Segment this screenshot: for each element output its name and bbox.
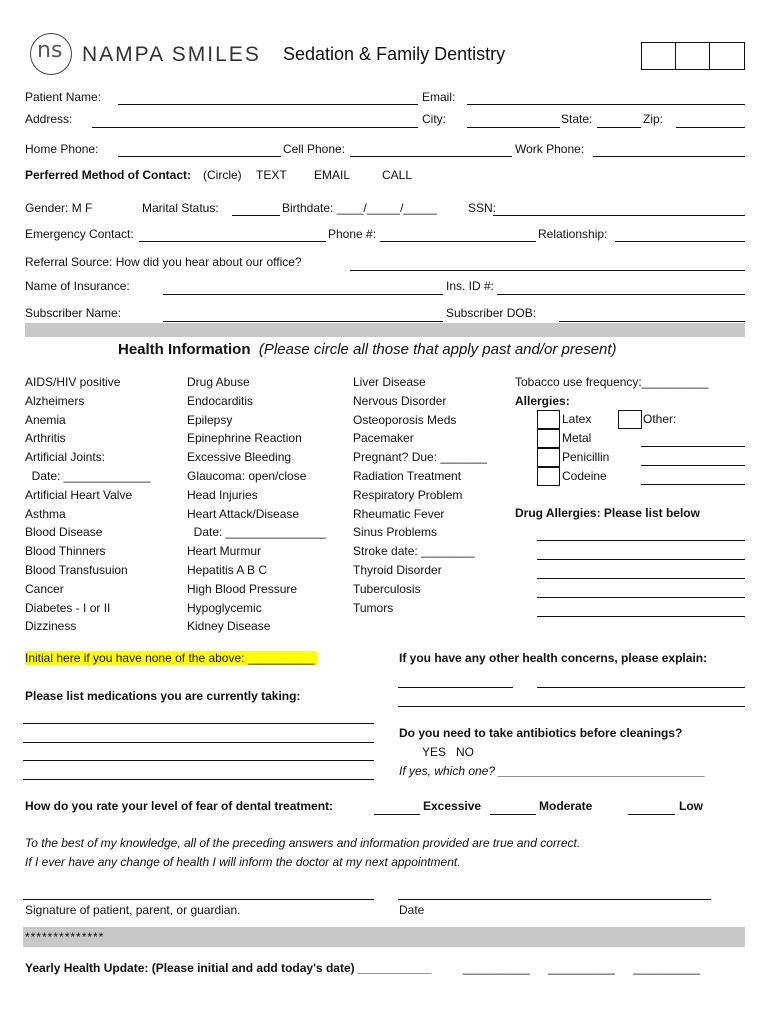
- phone-label: Phone #:: [328, 227, 377, 241]
- condition-item[interactable]: Arthritis: [25, 431, 66, 446]
- condition-item[interactable]: Radiation Treatment: [353, 468, 462, 483]
- office-box-3[interactable]: [709, 42, 745, 70]
- condition-item[interactable]: Pacemaker: [353, 431, 414, 446]
- fear-option-moderate: Moderate: [539, 799, 593, 813]
- address-label: Address:: [25, 112, 73, 126]
- condition-item[interactable]: Epilepsy: [187, 412, 233, 427]
- relationship-field[interactable]: [615, 241, 745, 242]
- other-concerns-label: If you have any other health concerns, please explain:: [399, 651, 708, 665]
- condition-item[interactable]: Endocarditis: [187, 393, 254, 408]
- other-concerns-field-1b[interactable]: [537, 687, 745, 688]
- antibiotics-question: Do you need to take antibiotics before cleanings?: [399, 726, 683, 740]
- condition-item[interactable]: Kidney Disease: [187, 619, 271, 634]
- subscriber-dob-field[interactable]: [559, 321, 745, 322]
- allergy-metal-label: Metal: [562, 431, 592, 445]
- drug-allergy-field-4[interactable]: [537, 597, 745, 598]
- office-box-2[interactable]: [675, 42, 711, 70]
- medication-field-4[interactable]: [23, 779, 374, 780]
- work-phone-field[interactable]: [593, 156, 745, 157]
- gender-label: Gender: M F: [25, 201, 93, 215]
- condition-item[interactable]: Nervous Disorder: [353, 393, 447, 408]
- condition-item[interactable]: High Blood Pressure: [187, 581, 298, 596]
- condition-item[interactable]: Glaucoma: open/close: [187, 468, 307, 483]
- city-label: City:: [422, 112, 446, 126]
- conditions-column-2: [187, 373, 326, 636]
- condition-item[interactable]: Pregnant? Due: _______: [353, 450, 488, 465]
- conditions-column-1: [25, 373, 150, 636]
- fear-question: How do you rate your level of fear of dental treatment:: [25, 799, 334, 813]
- allergy-other-field-1[interactable]: [641, 446, 745, 447]
- tagline: Sedation & Family Dentistry: [283, 44, 506, 64]
- marital-label: Marital Status:: [142, 201, 219, 215]
- condition-item[interactable]: Blood Transfusuion: [25, 562, 128, 577]
- other-concerns-field-2[interactable]: [398, 706, 745, 707]
- zip-field[interactable]: [676, 127, 745, 128]
- allergy-penicillin-label: Penicillin: [562, 450, 610, 464]
- home-phone-label: Home Phone:: [25, 142, 99, 156]
- medication-field-2[interactable]: [23, 742, 374, 743]
- medication-field-1[interactable]: [23, 723, 374, 724]
- health-title: Health Information: [118, 341, 251, 358]
- state-field[interactable]: [597, 127, 641, 128]
- contact-option-text[interactable]: TEXT: [256, 168, 287, 182]
- subscriber-name-field[interactable]: [163, 321, 443, 322]
- condition-item[interactable]: Diabetes - I or II: [25, 600, 111, 615]
- office-box-1[interactable]: [641, 42, 677, 70]
- condition-item[interactable]: Stroke date: ________: [353, 544, 475, 559]
- allergy-other-checkbox[interactable]: [618, 410, 642, 429]
- drug-allergies-label: Drug Allergies: Please list below: [515, 506, 700, 520]
- relationship-label: Relationship:: [538, 227, 608, 241]
- allergy-other-label: Other:: [643, 412, 677, 426]
- fear-low-field[interactable]: [628, 814, 675, 815]
- condition-item[interactable]: Tumors: [353, 600, 394, 615]
- brand-name: NAMPA SMILES: [82, 43, 261, 66]
- other-concerns-field-1a[interactable]: [398, 687, 513, 688]
- contact-circle-note: (Circle): [203, 168, 242, 182]
- condition-item[interactable]: Hepatitis A B C: [187, 562, 268, 577]
- marital-field[interactable]: [232, 215, 280, 216]
- home-phone-field[interactable]: [118, 156, 281, 157]
- cell-phone-field[interactable]: [350, 156, 512, 157]
- antibiotics-which-one[interactable]: If yes, which one? _______________________________: [399, 764, 706, 778]
- stars-divider: **************: [25, 930, 105, 944]
- address-field[interactable]: [92, 127, 418, 128]
- condition-item[interactable]: Asthma: [25, 506, 66, 521]
- section-divider: [25, 323, 745, 337]
- birthdate-label: Birthdate: ____/_____/_____: [282, 201, 437, 215]
- medications-label: Please list medications you are currently taking:: [25, 689, 301, 703]
- drug-allergy-field-5[interactable]: [537, 616, 745, 617]
- conditions-column-3: [353, 373, 487, 617]
- referral-label: Referral Source: How did you hear about our office?: [25, 255, 302, 269]
- condition-item[interactable]: Heart Attack/Disease: [187, 506, 300, 521]
- tobacco-frequency[interactable]: Tobacco use frequency:__________: [515, 375, 709, 389]
- ins-id-field[interactable]: [497, 294, 745, 295]
- allergy-other-field-3[interactable]: [641, 484, 745, 485]
- email-field[interactable]: [467, 104, 745, 105]
- condition-item[interactable]: Hypoglycemic: [187, 600, 262, 615]
- condition-item[interactable]: Heart Murmur: [187, 544, 262, 559]
- fear-moderate-field[interactable]: [490, 814, 536, 815]
- condition-item[interactable]: Cancer: [25, 581, 64, 596]
- contact-option-email[interactable]: EMAIL: [314, 168, 351, 182]
- condition-item[interactable]: Date: _______________: [187, 525, 326, 540]
- footer-divider: [23, 927, 745, 947]
- ssn-field[interactable]: [493, 215, 745, 216]
- yearly-update-blank-3[interactable]: __________: [548, 961, 615, 975]
- attestation-line-2: If I ever have any change of health I will inform the doctor at my next appointment.: [25, 855, 461, 869]
- condition-item[interactable]: Liver Disease: [353, 375, 426, 389]
- yearly-update-blank-4[interactable]: __________: [633, 961, 700, 975]
- referral-field[interactable]: [350, 270, 745, 271]
- contact-method-label: Perferred Method of Contact:: [25, 168, 192, 182]
- condition-item[interactable]: Respiratory Problem: [353, 487, 463, 502]
- patient-name-label: Patient Name:: [25, 90, 102, 104]
- drug-allergy-field-2[interactable]: [537, 559, 745, 560]
- date-field[interactable]: [398, 899, 711, 900]
- allergy-metal-checkbox[interactable]: [537, 429, 560, 448]
- condition-item[interactable]: Drug Abuse: [187, 375, 250, 389]
- antibiotics-yes-no[interactable]: YES NO: [422, 745, 475, 759]
- condition-item[interactable]: Alzheimers: [25, 393, 85, 408]
- drug-allergy-field-1[interactable]: [537, 540, 745, 541]
- allergy-penicillin-checkbox[interactable]: [537, 448, 560, 467]
- allergy-other-field-2[interactable]: [641, 465, 745, 466]
- condition-item[interactable]: Date: _____________: [25, 468, 151, 483]
- patient-name-field[interactable]: [118, 104, 418, 105]
- cell-phone-label: Cell Phone:: [283, 142, 346, 156]
- subscriber-name-label: Subscriber Name:: [25, 306, 122, 320]
- ssn-label: SSN:: [468, 201, 497, 215]
- insurance-field[interactable]: [163, 294, 443, 295]
- fear-excessive-field[interactable]: [374, 814, 420, 815]
- signature-field[interactable]: [23, 899, 374, 900]
- city-field[interactable]: [467, 127, 560, 128]
- state-label: State:: [561, 112, 593, 126]
- condition-item[interactable]: Rheumatic Fever: [353, 506, 445, 521]
- condition-item[interactable]: Dizziness: [25, 619, 77, 634]
- fear-option-excessive: Excessive: [423, 799, 482, 813]
- none-initial-field[interactable]: Initial here if you have none of the above: __________: [25, 651, 315, 665]
- allergy-latex-checkbox[interactable]: [537, 410, 560, 429]
- attestation-line-1: To the best of my knowledge, all of the preceding answers and information provided are true and correct.: [25, 836, 581, 850]
- health-section-heading: [118, 341, 617, 358]
- emergency-phone-field[interactable]: [380, 241, 536, 242]
- condition-item[interactable]: Blood Disease: [25, 525, 103, 540]
- condition-item[interactable]: Artificial Joints:: [25, 450, 106, 465]
- email-label: Email:: [422, 90, 456, 104]
- condition-item[interactable]: Osteoporosis Meds: [353, 412, 457, 427]
- insurance-label: Name of Insurance:: [25, 279, 130, 293]
- allergy-codeine-checkbox[interactable]: [537, 467, 560, 486]
- signature-label: Signature of patient, parent, or guardian.: [25, 903, 241, 917]
- date-label: Date: [399, 903, 425, 917]
- drug-allergy-field-3[interactable]: [537, 578, 745, 579]
- work-phone-label: Work Phone:: [515, 142, 585, 156]
- fear-option-low: Low: [679, 799, 703, 813]
- allergy-latex-label: Latex: [562, 412, 592, 426]
- condition-item[interactable]: Thyroid Disorder: [353, 562, 442, 577]
- condition-item[interactable]: AIDS/HIV positive: [25, 375, 121, 389]
- condition-item[interactable]: Sinus Problems: [353, 525, 438, 540]
- zip-label: Zip:: [643, 112, 664, 126]
- condition-item[interactable]: Epinephrine Reaction: [187, 431, 302, 446]
- health-subtitle: (Please circle all those that apply past and/or present): [258, 341, 617, 358]
- medication-field-3[interactable]: [23, 760, 374, 761]
- yearly-update-field[interactable]: Yearly Health Update: (Please initial and add today's date) ___________: [25, 961, 432, 975]
- logo-mark: ns: [37, 38, 63, 63]
- emergency-contact-field[interactable]: [139, 241, 326, 242]
- condition-item[interactable]: Head Injuries: [187, 487, 258, 502]
- allergy-codeine-label: Codeine: [562, 469, 607, 483]
- allergies-label: Allergies:: [515, 394, 570, 408]
- condition-item[interactable]: Blood Thinners: [25, 544, 106, 559]
- condition-item[interactable]: Anemia: [25, 412, 66, 427]
- contact-option-call[interactable]: CALL: [382, 168, 413, 182]
- ins-id-label: Ins. ID #:: [446, 279, 495, 293]
- subscriber-dob-label: Subscriber DOB:: [446, 306, 537, 320]
- condition-item[interactable]: Artificial Heart Valve: [25, 487, 133, 502]
- condition-item[interactable]: Excessive Bleeding: [187, 450, 292, 465]
- emergency-contact-label: Emergency Contact:: [25, 227, 134, 241]
- condition-item[interactable]: Tuberculosis: [353, 581, 421, 596]
- yearly-update-blank-2[interactable]: __________: [463, 961, 530, 975]
